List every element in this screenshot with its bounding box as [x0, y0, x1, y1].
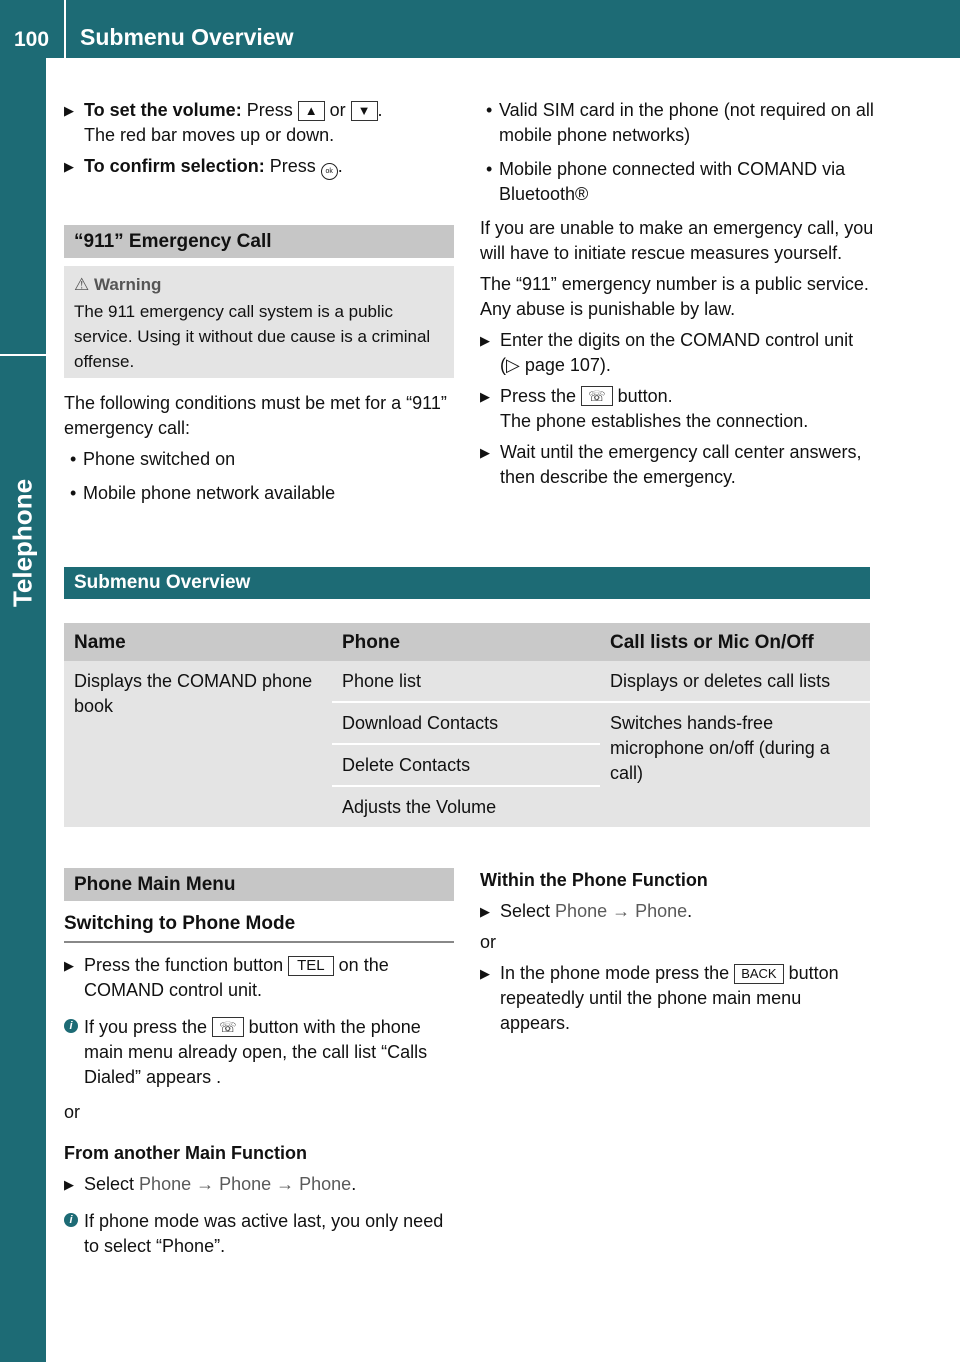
from-other-heading: From another Main Function [64, 1143, 307, 1163]
submenu-section-title: Submenu Overview [64, 567, 870, 599]
table-cell: Displays the COMAND phone book [64, 661, 332, 827]
phone-menu-section-title: Phone Main Menu [64, 868, 454, 901]
warning-label: Warning [93, 275, 162, 294]
list-item: • Valid SIM card in the phone (not required on all mobile phone networks) [486, 100, 874, 145]
menu-path: Phone → Phone → Phone [139, 1174, 352, 1194]
submenu-table [64, 623, 870, 827]
step-arrow-icon: ▶ [480, 445, 490, 460]
table-row [64, 661, 870, 701]
press-phone-step [480, 384, 875, 434]
info-note [64, 1015, 454, 1090]
emergency-section-title: “911” Emergency Call [64, 225, 454, 258]
select-phone-step: ▶ Select Phone → Phone → Phone. [64, 1172, 454, 1197]
back-key-icon: BACK [734, 964, 783, 984]
table-cell: Adjusts the Volume [332, 785, 600, 827]
info-icon: i [64, 1019, 78, 1033]
column-header: Call lists or Mic On/Off [600, 623, 870, 661]
or-text: or [480, 932, 497, 952]
info-text: If phone mode was active last, you only need to select “Phone”. [84, 1211, 444, 1256]
step-arrow-icon: ▶ [480, 966, 490, 981]
info-text: button with the phone main menu already open, the call list “Calls Dialed” appears . [84, 1017, 428, 1087]
chapter-label: Telephone [7, 478, 38, 608]
menu-path: Phone → Phone [555, 901, 688, 921]
step-text: Wait until the emergency call center answers, then describe the emergency. [500, 442, 862, 487]
bullet-text: Valid SIM card in the phone (not required on all mobile phone networks) [499, 100, 874, 145]
volume-press-text: Press [246, 100, 293, 120]
chapter-sidebar [0, 58, 46, 1362]
sidebar-divider [0, 354, 46, 356]
step-arrow-icon: ▶ [64, 103, 74, 118]
volume-step-heading: To set the volume: [84, 100, 242, 120]
wait-step [480, 440, 875, 490]
step-arrow-icon: ▶ [480, 333, 490, 348]
switching-subheading: Switching to Phone Mode [64, 911, 454, 943]
back-step [480, 961, 875, 1036]
list-item: • Phone switched on [70, 449, 236, 469]
info-icon: i [64, 1213, 78, 1227]
step-arrow-icon: ▶ [480, 389, 490, 404]
step-result: The phone establishes the connection. [500, 411, 809, 431]
ok-button-icon: ok [321, 163, 338, 180]
phone-menu-left-column [64, 868, 454, 1265]
step-arrow-icon: ▶ [480, 904, 490, 919]
step-text: on the COMAND control unit. [84, 955, 389, 1000]
table-header-row [64, 623, 870, 661]
table-cell: Switches hands-free microphone on/off (during a call) [600, 701, 870, 827]
or-text: or [64, 1102, 81, 1122]
page-header [0, 0, 960, 58]
page-number: 100 [14, 28, 50, 51]
step-text: Press the function button [84, 955, 284, 975]
list-item: • Mobile phone network available [70, 483, 336, 503]
table-cell: Download Contacts [332, 701, 600, 743]
table-cell: Displays or deletes call lists [600, 661, 870, 701]
conditions-intro: The following conditions must be met for a “911” emergency call: [64, 393, 447, 438]
right-column-top [480, 98, 875, 496]
tel-key-icon: TEL [288, 956, 334, 976]
select-within-step: ▶ Select Phone → Phone. [480, 899, 875, 924]
rescue-paragraph: If you are unable to make an emergency call, you will have to initiate rescue measures yourself. [480, 218, 874, 263]
bullet-text: Phone switched on [83, 449, 236, 469]
step-text: Select [500, 901, 551, 921]
column-header: Phone [332, 623, 600, 661]
step-text: button repeatedly until the phone main menu appears. [500, 963, 839, 1033]
period: . [337, 156, 343, 176]
bullet-text: Mobile phone network available [83, 483, 336, 503]
period: . [377, 100, 383, 120]
step-text: Enter the digits on the COMAND control unit (▷ page 107). [500, 330, 854, 375]
column-header: Name [64, 623, 332, 661]
press-tel-step [64, 953, 454, 1003]
info-note [64, 1209, 454, 1259]
within-heading: Within the Phone Function [480, 870, 708, 890]
bullet-text: Mobile phone connected with COMAND via Bluetooth® [499, 159, 846, 204]
warning-icon: ⚠ [74, 275, 90, 294]
table-cell: Phone list [332, 661, 600, 701]
step-arrow-icon: ▶ [64, 1177, 74, 1192]
abuse-paragraph: The “911” emergency number is a public service. Any abuse is punishable by law. [480, 274, 869, 319]
step-text: button. [617, 386, 673, 406]
volume-step [64, 98, 454, 148]
down-key-icon: ▼ [351, 101, 378, 121]
phone-button-icon: ☏ [212, 1017, 244, 1037]
enter-digits-step [480, 328, 875, 378]
warning-box [64, 266, 454, 378]
confirm-step-heading: To confirm selection: [84, 156, 265, 176]
step-text: Select [84, 1174, 135, 1194]
or-text: or [329, 100, 346, 120]
list-item: • Mobile phone connected with COMAND via Bluetooth® [486, 159, 846, 204]
confirm-step [64, 154, 454, 180]
confirm-press-text: Press [269, 156, 316, 176]
header-divider [64, 0, 66, 58]
info-text: If you press the [84, 1017, 208, 1037]
step-text: Press the [500, 386, 577, 406]
table-cell: Delete Contacts [332, 743, 600, 785]
page-title: Submenu Overview [80, 24, 294, 50]
step-arrow-icon: ▶ [64, 958, 74, 973]
warning-text: The 911 emergency call system is a public service. Using it without due cause is a criminal offense. [74, 302, 431, 371]
up-key-icon: ▲ [298, 101, 325, 121]
step-arrow-icon: ▶ [64, 159, 74, 174]
phone-button-icon: ☏ [581, 386, 613, 406]
left-column-top [64, 98, 454, 515]
volume-step-result: The red bar moves up or down. [84, 125, 335, 145]
phone-menu-right-column [480, 868, 875, 1042]
step-text: In the phone mode press the [500, 963, 730, 983]
